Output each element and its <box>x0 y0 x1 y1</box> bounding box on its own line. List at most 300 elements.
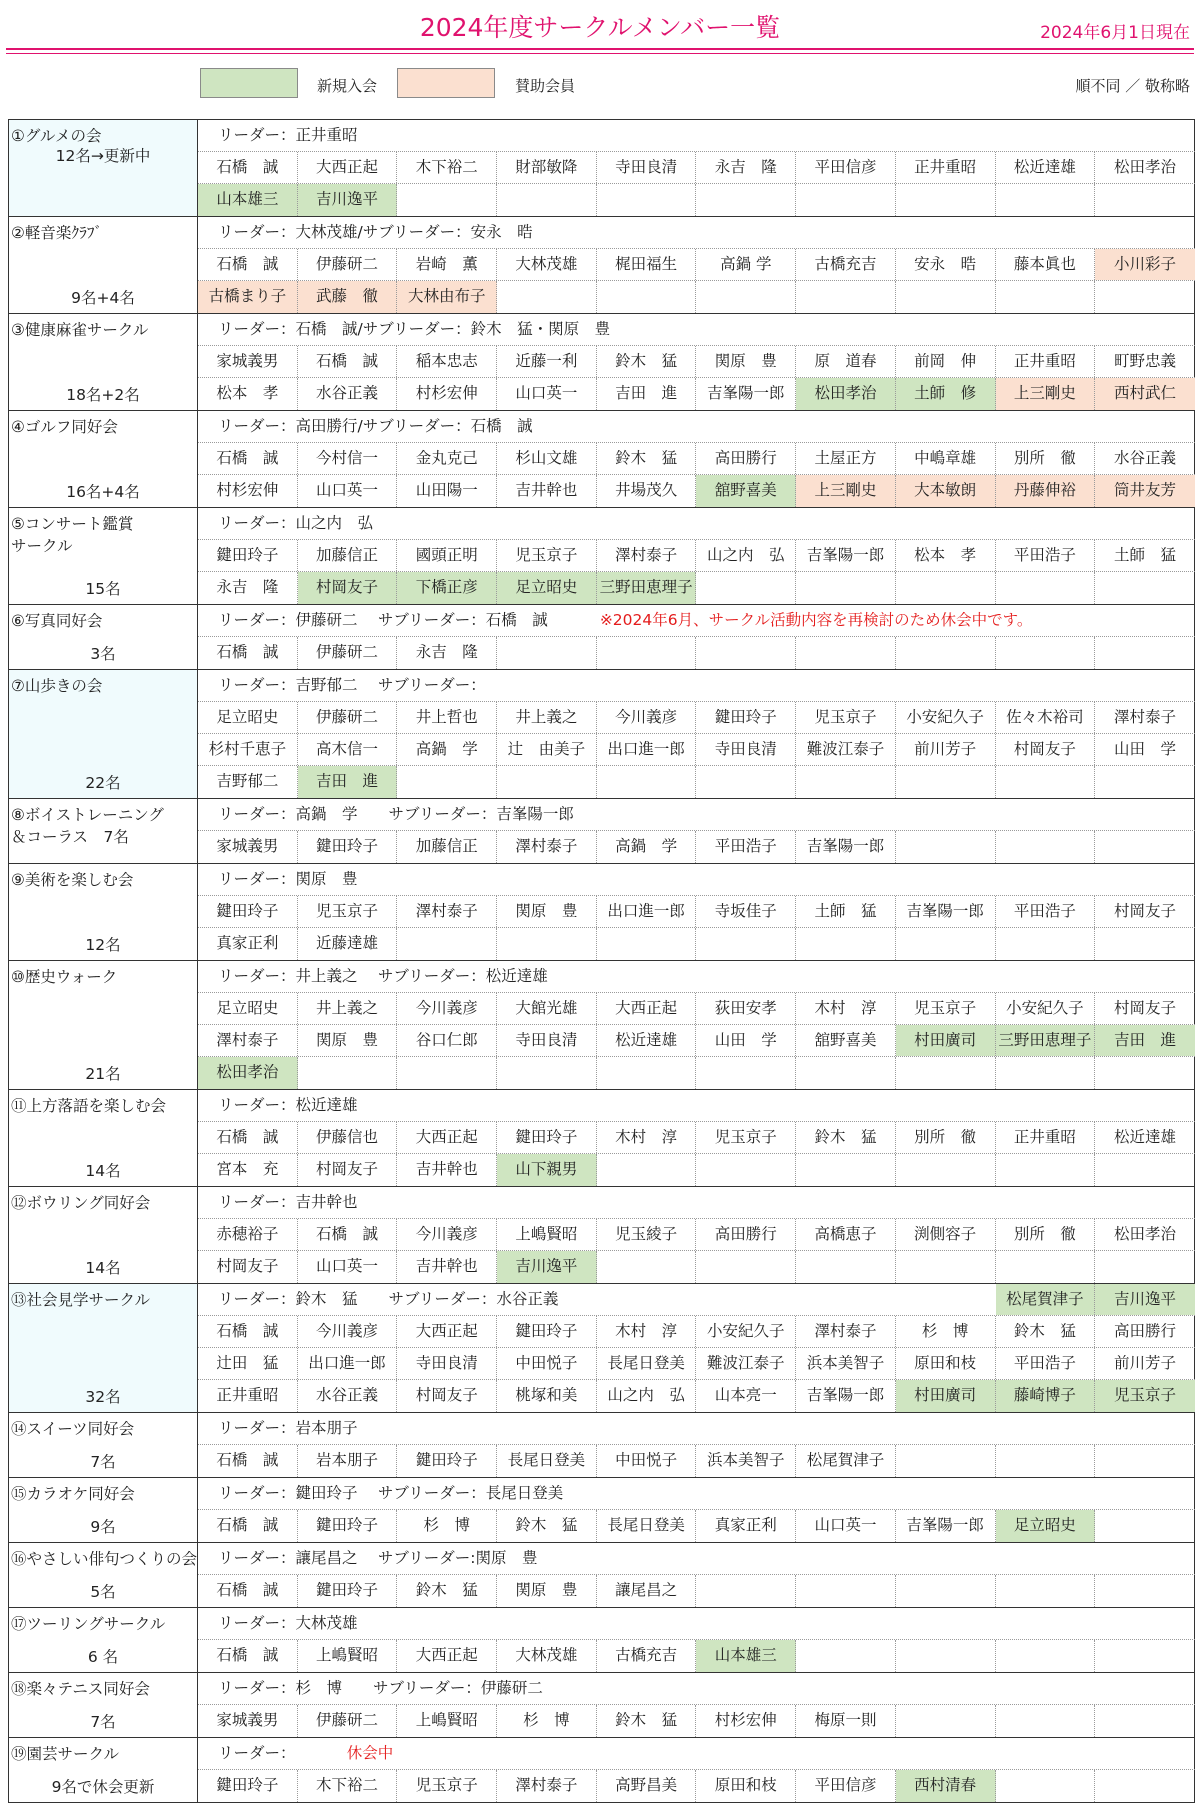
empty-cell <box>996 572 1096 604</box>
empty-cell <box>1095 1251 1195 1283</box>
member-row <box>198 1510 1195 1542</box>
club-info <box>9 508 198 604</box>
empty-cell <box>497 637 597 669</box>
empty-cell <box>1095 1510 1195 1542</box>
empty-cell <box>996 1770 1096 1802</box>
member-cell: 松田孝治 <box>1114 1225 1177 1243</box>
member-cell: 辻田 猛 <box>198 1348 298 1379</box>
empty-cell <box>597 1154 697 1186</box>
member-cell: 松本 孝 <box>896 540 996 571</box>
empty-cell <box>597 637 697 669</box>
empty-cell <box>497 1057 597 1089</box>
member-cell: 鍵田玲子 <box>696 702 796 733</box>
member-cell: 吉川逸平 <box>1095 1284 1195 1315</box>
empty-cell <box>1095 1640 1195 1672</box>
leader-text: リーダー：伊藤研二 サブリーダー：石橋 誠 <box>218 611 548 629</box>
member-cell: 丹藤伸裕 <box>996 475 1096 507</box>
member-cell: 松尾賀津子 <box>996 1284 1096 1315</box>
club-name: ⑩歴史ウォーク <box>11 968 118 986</box>
member-cell: 吉峯陽一郎 <box>696 378 796 410</box>
member-cell: 武藤 徹 <box>298 281 398 313</box>
member-cell: 正井重昭 <box>198 1380 298 1412</box>
member-cell: 前川芳子 <box>896 734 996 765</box>
empty-cell <box>1095 831 1195 863</box>
empty-cell <box>696 1057 796 1089</box>
leader-row <box>198 605 1195 637</box>
member-cell: 中田悦子 <box>497 1348 597 1379</box>
page-title: 2024年度サークルメンバー一覧 <box>419 13 781 42</box>
legend <box>0 68 1200 102</box>
member-cell: 原田和枝 <box>896 1348 996 1379</box>
leader-row <box>198 1673 1195 1705</box>
member-cell: 山之内 弘 <box>597 1380 697 1412</box>
leader-row <box>198 1090 1195 1122</box>
member-cell: 三野田恵理子 <box>597 572 697 604</box>
member-cell: 山本雄三 <box>198 184 298 216</box>
member-count: 6 名 <box>87 1648 119 1666</box>
leader-row <box>198 1478 1195 1510</box>
member-cell: 近藤一利 <box>497 346 597 377</box>
member-cell: 児玉京子 <box>298 896 398 927</box>
member-cell: 井上哲也 <box>397 702 497 733</box>
status-note: 休会中 <box>346 1744 394 1762</box>
leader-row <box>198 314 1195 346</box>
member-cell: 家城義男 <box>198 1705 298 1737</box>
member-count: 15名 <box>85 580 121 598</box>
club-name: ⑧ボイストレーニング <box>11 806 164 824</box>
member-cell: 谷口仁郎 <box>397 1025 497 1056</box>
empty-cell <box>996 1640 1096 1672</box>
member-cell: 山口英一 <box>497 378 597 410</box>
club-info <box>9 799 198 863</box>
leader-row <box>198 1187 1195 1219</box>
member-count: 7名 <box>90 1453 116 1471</box>
member-cell: 石橋 誠 <box>198 1510 298 1542</box>
member-cell: 前川芳子 <box>1114 1354 1177 1372</box>
member-row <box>198 766 1195 798</box>
member-cell: 山之内 弘 <box>696 540 796 571</box>
member-cell: 寺坂佳子 <box>696 896 796 927</box>
club-name: ＆コーラス 7名 <box>11 828 129 846</box>
empty-cell <box>996 928 1096 960</box>
leader-row <box>198 1738 1195 1770</box>
club-info <box>9 1608 198 1672</box>
member-cell: 小川彩子 <box>1095 249 1195 280</box>
empty-cell <box>896 1251 996 1283</box>
member-cell: 大林茂雄 <box>497 249 597 280</box>
member-cell: 澤村泰子 <box>497 831 597 863</box>
member-cell: 下橋正彦 <box>397 572 497 604</box>
member-count: 9名+4名 <box>71 289 135 307</box>
club-info <box>9 1673 198 1737</box>
member-row <box>198 572 1195 604</box>
empty-cell <box>597 928 697 960</box>
empty-cell <box>696 572 796 604</box>
member-cell: 松田孝治 <box>1114 158 1177 176</box>
empty-cell <box>1095 184 1195 216</box>
club-info <box>9 1543 198 1607</box>
member-cell: 山本亮一 <box>696 1380 796 1412</box>
member-cell: 山田 学 <box>1114 740 1177 758</box>
member-cell: 児玉京子 <box>1095 1380 1195 1412</box>
empty-cell <box>896 928 996 960</box>
club-name: ⑰ツーリングサークル <box>11 1615 166 1633</box>
member-cell: 舘野喜美 <box>696 475 796 507</box>
member-cell: 山田 学 <box>696 1025 796 1056</box>
member-row <box>198 184 1195 216</box>
member-cell: 井場茂久 <box>597 475 697 507</box>
member-cell: 石橋 誠 <box>198 249 298 280</box>
member-cell: 山田陽一 <box>397 475 497 507</box>
club-section <box>8 1543 1195 1608</box>
club-members <box>198 799 1195 863</box>
club-name: ④ゴルフ同好会 <box>11 418 118 436</box>
member-count: 14名 <box>85 1162 121 1180</box>
empty-cell <box>796 1575 896 1607</box>
leader-row <box>198 799 1195 831</box>
empty-cell <box>1095 766 1195 798</box>
member-cell: 関原 豊 <box>696 346 796 377</box>
empty-cell <box>896 1154 996 1186</box>
club-name: ⑮カラオケ同好会 <box>11 1485 135 1503</box>
member-cell: 讓尾昌之 <box>597 1575 697 1607</box>
member-count: 21名 <box>85 1065 121 1083</box>
member-cell: 高田勝行 <box>1114 1322 1177 1340</box>
member-cell: 村岡友子 <box>298 1154 398 1186</box>
empty-cell <box>796 1251 896 1283</box>
member-cell: 澤村泰子 <box>796 1316 896 1347</box>
member-cell: 大林茂雄 <box>497 1640 597 1672</box>
club-section <box>8 508 1195 605</box>
member-cell: 鈴木 猛 <box>996 1316 1096 1347</box>
member-cell: 平田信彦 <box>796 152 896 183</box>
member-row <box>198 152 1195 184</box>
member-cell: 永吉 隆 <box>198 572 298 604</box>
member-cell: 小安紀久子 <box>996 993 1096 1024</box>
club-name: ⑲園芸サークル <box>11 1745 120 1763</box>
empty-cell <box>1095 1705 1195 1737</box>
member-cell: 吉峯陽一郎 <box>796 540 896 571</box>
member-cell: 渕側容子 <box>896 1219 996 1250</box>
empty-cell <box>996 766 1096 798</box>
leader-row <box>198 1284 1195 1316</box>
empty-cell <box>696 928 796 960</box>
club-members <box>198 1090 1195 1186</box>
club-section <box>8 670 1195 799</box>
member-cell: 辻 由美子 <box>497 734 597 765</box>
leader-row <box>198 411 1195 443</box>
member-cell: 平田浩子 <box>996 540 1096 571</box>
empty-cell <box>597 184 697 216</box>
member-cell: 吉田 進 <box>298 766 398 798</box>
club-name: サークル <box>11 537 73 555</box>
member-cell: 藤崎博子 <box>996 1380 1096 1412</box>
empty-cell <box>896 766 996 798</box>
club-section <box>8 1284 1195 1413</box>
club-members <box>198 411 1195 507</box>
member-row <box>198 928 1195 960</box>
club-members <box>198 1543 1195 1607</box>
empty-cell <box>397 766 497 798</box>
member-cell: 吉峯陽一郎 <box>896 1510 996 1542</box>
member-cell: 高木信一 <box>298 734 398 765</box>
member-row <box>198 1705 1195 1737</box>
member-cell: 鍵田玲子 <box>198 1770 298 1802</box>
club-members <box>198 314 1195 410</box>
member-cell: 村岡友子 <box>1114 999 1177 1017</box>
club-section <box>8 411 1195 508</box>
member-cell: 鍵田玲子 <box>198 540 298 571</box>
member-cell: 別所 徹 <box>896 1122 996 1153</box>
member-cell: 山本雄三 <box>696 1640 796 1672</box>
member-cell: 吉野郁二 <box>198 766 298 798</box>
member-cell: 正井重昭 <box>996 1122 1096 1153</box>
empty-cell <box>996 831 1096 863</box>
empty-cell <box>497 766 597 798</box>
leader-text: リーダー：松近達雄 <box>218 1096 358 1114</box>
member-cell: 澤村泰子 <box>497 1770 597 1802</box>
member-cell: 中田悦子 <box>597 1445 697 1477</box>
member-cell: 足立昭史 <box>198 993 298 1024</box>
member-cell: 杉 博 <box>497 1705 597 1737</box>
member-cell: 大西正起 <box>397 1640 497 1672</box>
member-count: 12名→更新中 <box>55 147 151 165</box>
member-cell: 吉峯陽一郎 <box>796 1380 896 1412</box>
member-cell: 吉井幹也 <box>497 475 597 507</box>
member-cell: 木下裕二 <box>397 152 497 183</box>
member-row <box>198 249 1195 281</box>
leader-text: リーダー：石橋 誠/サブリーダー：鈴木 猛・関原 豊 <box>218 320 611 338</box>
member-cell: 宮本 充 <box>198 1154 298 1186</box>
member-cell: 鈴木 猛 <box>397 1575 497 1607</box>
empty-cell <box>497 928 597 960</box>
club-section <box>8 1738 1195 1803</box>
member-count: 9名 <box>90 1518 116 1536</box>
member-cell: 鈴木 猛 <box>796 1122 896 1153</box>
member-cell: 吉峯陽一郎 <box>896 896 996 927</box>
club-name: ⑨美術を楽しむ会 <box>11 871 134 889</box>
member-cell: 家城義男 <box>198 346 298 377</box>
member-cell: 木村 淳 <box>597 1122 697 1153</box>
empty-cell <box>996 1445 1096 1477</box>
leader-text: リーダー：山之内 弘 <box>218 514 374 532</box>
empty-cell <box>1095 928 1195 960</box>
member-cell: 永吉 隆 <box>397 637 497 669</box>
member-cell: 古橋まり子 <box>198 281 298 313</box>
member-cell: 水谷正義 <box>298 1380 398 1412</box>
member-cell: 國頭正明 <box>397 540 497 571</box>
member-cell: 今川義彦 <box>397 1219 497 1250</box>
club-members <box>198 1478 1195 1542</box>
member-cell: 梅原一則 <box>796 1705 896 1737</box>
member-cell: 難波江泰子 <box>796 734 896 765</box>
empty-cell <box>896 281 996 313</box>
member-cell: 児玉京子 <box>497 540 597 571</box>
leader-row <box>198 1413 1195 1445</box>
club-members <box>198 120 1195 216</box>
club-section <box>8 1187 1195 1284</box>
member-cell: 井上義之 <box>497 702 597 733</box>
member-cell: 土師 修 <box>896 378 996 410</box>
member-cell: 藤本眞也 <box>996 249 1096 280</box>
club-name: ⑪上方落語を楽しむ会 <box>11 1097 167 1115</box>
leader-text: リーダー：正井重昭 <box>218 126 358 144</box>
club-members <box>198 961 1195 1089</box>
leader-text: リーダー：高鍋 学 サブリーダー：吉峯陽一郎 <box>218 805 574 823</box>
member-cell: 上嶋賢昭 <box>397 1705 497 1737</box>
member-row <box>198 1025 1195 1057</box>
member-cell: 中嶋章雄 <box>896 443 996 474</box>
member-cell: 寺田良清 <box>696 734 796 765</box>
member-row <box>198 1770 1195 1802</box>
member-cell: 鈴木 猛 <box>597 346 697 377</box>
member-cell: 伊藤研二 <box>298 249 398 280</box>
member-cell: 澤村泰子 <box>198 1025 298 1056</box>
member-cell: 伊藤研二 <box>298 702 398 733</box>
member-row <box>198 443 1195 475</box>
leader-row <box>198 1608 1195 1640</box>
member-cell: 寺田良清 <box>497 1025 597 1056</box>
member-cell: 石橋 誠 <box>198 1575 298 1607</box>
member-cell: 村杉宏伸 <box>397 378 497 410</box>
member-count: 32名 <box>85 1388 121 1406</box>
member-row <box>198 475 1195 507</box>
empty-cell <box>996 1251 1096 1283</box>
club-section <box>8 864 1195 961</box>
member-cell: 寺田良清 <box>397 1348 497 1379</box>
leader-text: リーダー：岩本朋子 <box>218 1419 358 1437</box>
member-cell: 関原 豊 <box>497 1575 597 1607</box>
member-cell: 澤村泰子 <box>1114 708 1177 726</box>
club-members <box>198 217 1195 313</box>
leader-row <box>198 864 1195 896</box>
member-cell: 今川義彦 <box>597 702 697 733</box>
member-count: 3名 <box>90 645 116 663</box>
member-cell: 出口進一郎 <box>298 1348 398 1379</box>
as-of-date: 2024年6月1日現在 <box>1040 23 1190 43</box>
member-cell: 舘野喜美 <box>796 1025 896 1056</box>
empty-cell <box>696 1154 796 1186</box>
member-cell: 足立昭史 <box>497 572 597 604</box>
member-cell: 正井重昭 <box>996 346 1096 377</box>
member-row <box>198 1154 1195 1186</box>
member-cell: 高橋恵子 <box>796 1219 896 1250</box>
member-cell: 加藤信正 <box>298 540 398 571</box>
empty-cell <box>696 281 796 313</box>
leader-text: リーダー：井上義之 サブリーダー：松近達雄 <box>218 967 548 985</box>
empty-cell <box>796 637 896 669</box>
member-row <box>198 1219 1195 1251</box>
member-cell: 村杉宏伸 <box>198 475 298 507</box>
leader-row <box>198 670 1195 702</box>
club-section <box>8 1413 1195 1478</box>
member-cell: 山口英一 <box>298 1251 398 1283</box>
member-cell: 金丸克己 <box>397 443 497 474</box>
member-cell: 松近達雄 <box>996 152 1096 183</box>
empty-cell <box>996 1575 1096 1607</box>
member-cell: 水谷正義 <box>298 378 398 410</box>
member-row <box>198 637 1195 669</box>
empty-cell <box>896 831 996 863</box>
member-cell: 山下親男 <box>497 1154 597 1186</box>
member-cell: 大林由布子 <box>397 281 497 313</box>
empty-cell <box>996 184 1096 216</box>
member-cell: 西村清春 <box>896 1770 996 1802</box>
member-cell: 伊藤研二 <box>298 637 398 669</box>
member-cell: 児玉京子 <box>397 1770 497 1802</box>
member-cell: 吉峯陽一郎 <box>796 831 896 863</box>
member-row <box>198 1251 1195 1283</box>
member-cell: 吉川逸平 <box>298 184 398 216</box>
member-cell: 鈴木 猛 <box>597 443 697 474</box>
leader-text: リーダー：鈴木 猛 サブリーダー：水谷正義 <box>218 1290 559 1308</box>
empty-cell <box>597 1251 697 1283</box>
member-cell: 関原 豊 <box>497 896 597 927</box>
member-cell: 稲本忠志 <box>397 346 497 377</box>
member-cell: 今川義彦 <box>397 993 497 1024</box>
member-cell: 村岡友子 <box>996 734 1096 765</box>
empty-cell <box>696 184 796 216</box>
club-info <box>9 1478 198 1542</box>
member-cell: 大西正起 <box>397 1316 497 1347</box>
member-cell: 平田浩子 <box>996 896 1096 927</box>
member-cell: 古橋充吉 <box>597 1640 697 1672</box>
empty-cell <box>1095 281 1195 313</box>
empty-cell <box>298 1057 398 1089</box>
member-cell: 土師 猛 <box>1114 546 1177 564</box>
member-row <box>198 702 1195 734</box>
leader-text: リーダー：関原 豊 <box>218 870 358 888</box>
member-row <box>198 281 1195 313</box>
empty-cell <box>896 1575 996 1607</box>
member-cell: 足立昭史 <box>996 1510 1096 1542</box>
leader-text: リーダー： <box>218 1744 319 1762</box>
empty-cell <box>1095 1057 1195 1089</box>
member-cell: 鍵田玲子 <box>198 896 298 927</box>
empty-cell <box>796 1154 896 1186</box>
member-cell: 今川義彦 <box>298 1316 398 1347</box>
club-section <box>8 1478 1195 1543</box>
member-cell: 松尾賀津子 <box>796 1445 896 1477</box>
member-cell: 長尾日登美 <box>597 1510 697 1542</box>
member-cell: 松田孝治 <box>198 1057 298 1089</box>
member-cell: 浜本美智子 <box>796 1348 896 1379</box>
club-members <box>198 864 1195 960</box>
empty-cell <box>896 637 996 669</box>
member-cell: 加藤信正 <box>397 831 497 863</box>
member-cell: 松近達雄 <box>597 1025 697 1056</box>
club-section <box>8 961 1195 1090</box>
member-cell: 財部敏降 <box>497 152 597 183</box>
member-cell: 鍵田玲子 <box>298 831 398 863</box>
empty-cell <box>696 1251 796 1283</box>
member-cell: 岩本朋子 <box>298 1445 398 1477</box>
leader-row <box>198 217 1195 249</box>
club-name: ⑬社会見学サークル <box>11 1291 151 1309</box>
club-name: ⑥写真同好会 <box>11 612 103 630</box>
member-row <box>198 378 1195 410</box>
club-members <box>198 508 1195 604</box>
member-cell: 出口進一郎 <box>597 896 697 927</box>
member-cell: 山口英一 <box>298 475 398 507</box>
member-cell: 鍵田玲子 <box>298 1575 398 1607</box>
member-cell: 赤穂裕子 <box>198 1219 298 1250</box>
member-cell: 吉田 進 <box>1095 1025 1195 1056</box>
empty-cell <box>996 1154 1096 1186</box>
member-cell: 寺田良清 <box>597 152 697 183</box>
member-cell: 西村武仁 <box>1095 378 1195 410</box>
member-row <box>198 993 1195 1025</box>
